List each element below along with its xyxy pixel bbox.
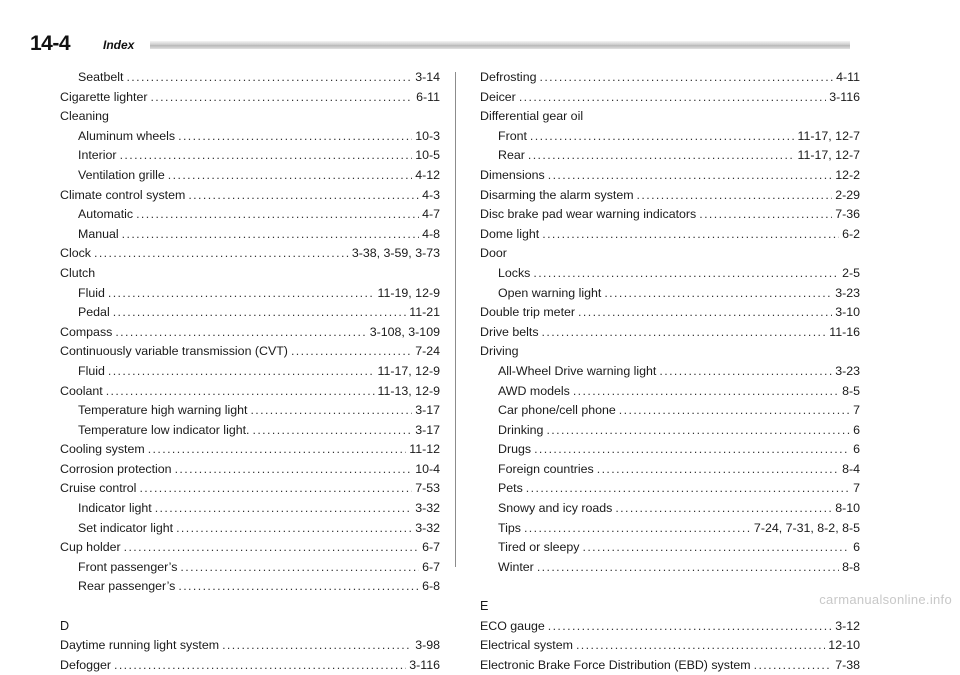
column-divider [455, 72, 456, 567]
index-term: Climate control system [60, 187, 186, 202]
index-entry [60, 577, 440, 597]
page-reference: 3-23 [835, 285, 860, 300]
dot-leader [548, 617, 832, 637]
page-header [0, 0, 960, 60]
index-group-heading [60, 107, 440, 127]
index-term: Foreign countries [498, 461, 594, 476]
dot-leader [539, 68, 833, 88]
page-reference: 3-10 [835, 305, 860, 320]
dot-leader [175, 460, 413, 480]
index-term: Rear [498, 148, 525, 163]
index-entry [480, 519, 860, 539]
index-entry [60, 166, 440, 186]
index-term: Continuously variable transmission (CVT) [60, 344, 288, 359]
page-reference: 4-11 [836, 70, 860, 84]
page-reference: 6-2 [842, 226, 860, 241]
dot-leader [519, 88, 826, 108]
dot-leader [578, 303, 832, 323]
dot-leader [252, 421, 412, 441]
page-reference: 3-14 [415, 70, 440, 84]
dot-leader [754, 656, 833, 675]
index-term: Automatic [78, 207, 134, 222]
index-entry [60, 88, 440, 108]
dot-leader [537, 558, 839, 578]
page-reference: 12-10 [828, 638, 860, 653]
index-entry [480, 323, 860, 343]
index-term: Rear passenger’s [78, 579, 176, 594]
page-reference: 4-3 [422, 187, 440, 202]
page-reference: 6 [853, 442, 860, 457]
index-term: Seatbelt [78, 70, 124, 84]
dot-leader [139, 479, 412, 499]
dot-leader [155, 499, 412, 519]
page-reference: 11-17, 12-7 [797, 148, 860, 163]
section-gap [60, 597, 440, 617]
dot-leader [534, 440, 850, 460]
dot-leader [604, 284, 832, 304]
index-entry [60, 303, 440, 323]
index-entry [480, 636, 860, 656]
index-term: Clutch [60, 265, 96, 280]
dot-leader [122, 225, 419, 245]
page-reference: 7-24, 7-31, 8-2, 8-5 [753, 520, 860, 535]
index-term: Clock [60, 246, 91, 261]
dot-leader [250, 401, 412, 421]
dot-leader [148, 440, 407, 460]
index-letter-heading: E [480, 599, 489, 614]
index-entry [60, 479, 440, 499]
index-term: Locks [498, 265, 531, 280]
page-reference: 3-12 [835, 618, 860, 633]
dot-leader [178, 577, 419, 597]
index-entry [480, 656, 860, 675]
page-reference: 3-17 [415, 422, 440, 437]
page-reference: 8-5 [842, 383, 860, 398]
dot-leader [597, 460, 839, 480]
index-entry [480, 186, 860, 206]
index-entry [480, 362, 860, 382]
page-reference: 3-23 [835, 363, 860, 378]
index-entry [480, 558, 860, 578]
section-title: Index [103, 38, 135, 52]
dot-leader [113, 303, 407, 323]
dot-leader [106, 382, 375, 402]
dot-leader [94, 244, 349, 264]
index-term: Ventilation grille [78, 167, 165, 182]
page-reference: 6-7 [422, 559, 440, 574]
index-term: Defrosting [480, 70, 537, 84]
index-entry [60, 440, 440, 460]
index-term: Temperature high warning light [78, 403, 248, 418]
index-term: Drugs [498, 442, 532, 457]
page-reference: 11-19, 12-9 [377, 285, 440, 300]
dot-leader [583, 538, 851, 558]
index-term: Car phone/cell phone [498, 403, 616, 418]
index-term: Coolant [60, 383, 103, 398]
index-column-left [60, 68, 440, 675]
index-entry [480, 479, 860, 499]
index-term: Fluid [78, 363, 105, 378]
dot-leader [576, 636, 825, 656]
index-entry [60, 421, 440, 441]
page-reference: 6-7 [422, 540, 440, 555]
index-term: Differential gear oil [480, 109, 584, 124]
page-reference: 3-108, 3-109 [369, 324, 440, 339]
index-term: Fluid [78, 285, 105, 300]
dot-leader [108, 362, 375, 382]
page-reference: 7-38 [835, 657, 860, 672]
index-term: All-Wheel Drive warning light [498, 363, 657, 378]
dot-leader [528, 146, 795, 166]
dot-leader [178, 127, 412, 147]
index-entry [480, 421, 860, 441]
dot-leader [126, 68, 412, 88]
page-reference: 7-24 [415, 344, 440, 359]
index-entry [480, 127, 860, 147]
index-entry [60, 401, 440, 421]
index-entry [60, 636, 440, 656]
index-entry [480, 460, 860, 480]
index-entry [60, 460, 440, 480]
dot-leader [524, 519, 751, 539]
index-entry [480, 284, 860, 304]
index-entry [480, 205, 860, 225]
page-reference: 11-16 [829, 324, 860, 339]
index-term: Cigarette lighter [60, 89, 148, 104]
dot-leader [619, 401, 850, 421]
dot-leader [180, 558, 419, 578]
index-term: Winter [498, 559, 534, 574]
index-column-right [480, 68, 860, 675]
index-entry [480, 166, 860, 186]
page-reference: 3-17 [415, 403, 440, 418]
index-entry [60, 244, 440, 264]
dot-leader [115, 323, 366, 343]
index-entry [480, 88, 860, 108]
index-term: Set indicator light [78, 520, 174, 535]
page-reference: 6-11 [416, 89, 440, 104]
index-entry [480, 225, 860, 245]
page-reference: 11-13, 12-9 [377, 383, 440, 398]
page-reference: 8-10 [835, 501, 860, 516]
dot-leader [548, 166, 832, 186]
page-reference: 10-3 [415, 128, 440, 143]
index-entry [60, 499, 440, 519]
index-entry [60, 382, 440, 402]
page-reference: 6 [853, 422, 860, 437]
index-term: Dimensions [480, 167, 545, 182]
dot-leader [108, 284, 375, 304]
page-reference: 6-8 [422, 579, 440, 594]
index-letter-heading: D [60, 618, 70, 633]
dot-leader [188, 186, 419, 206]
dot-leader [526, 479, 850, 499]
dot-leader [659, 362, 832, 382]
index-term: Corrosion protection [60, 461, 172, 476]
index-term: Interior [78, 148, 117, 163]
index-entry [60, 284, 440, 304]
page-reference: 11-21 [409, 305, 440, 320]
index-term: Pedal [78, 305, 110, 320]
header-rule-bar [150, 41, 850, 49]
page-reference: 7-53 [415, 481, 440, 496]
page-reference: 11-17, 12-7 [797, 128, 860, 143]
page-reference: 11-12 [409, 442, 440, 457]
page-reference: 2-5 [842, 265, 860, 280]
dot-leader [573, 382, 839, 402]
index-entry [60, 68, 440, 88]
dot-leader [615, 499, 832, 519]
index-entry [480, 68, 860, 88]
index-term: Electronic Brake Force Distribution (EBD) system [480, 657, 751, 672]
index-term: Disc brake pad wear warning indicators [480, 207, 697, 222]
page-reference: 3-116 [829, 89, 860, 104]
index-group-heading [480, 244, 860, 264]
dot-leader [168, 166, 412, 186]
page-reference: 8-4 [842, 461, 860, 476]
index-term: Deicer [480, 89, 516, 104]
index-term: Dome light [480, 226, 540, 241]
page-reference: 3-116 [409, 657, 440, 672]
index-entry [60, 146, 440, 166]
index-entry [480, 440, 860, 460]
index-entry [60, 323, 440, 343]
page-reference: 12-2 [835, 167, 860, 182]
index-term: Tired or sleepy [498, 540, 580, 555]
index-entry [60, 362, 440, 382]
index-term: AWD models [498, 383, 570, 398]
index-entry [480, 617, 860, 637]
dot-leader [291, 342, 412, 362]
page-reference: 7-36 [835, 207, 860, 222]
index-entry [480, 499, 860, 519]
page-reference: 4-7 [422, 207, 440, 222]
index-term: Cruise control [60, 481, 137, 496]
page-reference: 4-12 [415, 167, 440, 182]
index-term: Indicator light [78, 501, 152, 516]
index-entry [60, 538, 440, 558]
index-entry [60, 519, 440, 539]
index-term: Tips [498, 520, 521, 535]
page-reference: 7 [853, 481, 860, 496]
dot-leader [150, 88, 413, 108]
index-term: Temperature low indicator light. [78, 422, 250, 437]
page-reference: 3-38, 3-59, 3-73 [351, 246, 440, 261]
dot-leader [637, 186, 833, 206]
index-term: Daytime running light system [60, 638, 220, 653]
page-reference: 3-32 [415, 501, 440, 516]
index-term: Disarming the alarm system [480, 187, 634, 202]
index-group-heading [60, 264, 440, 284]
index-term: Electrical system [480, 638, 573, 653]
index-entry [480, 538, 860, 558]
index-term: Open warning light [498, 285, 602, 300]
page-reference: 11-17, 12-9 [377, 363, 440, 378]
page-reference: 10-5 [415, 148, 440, 163]
page-reference: 2-29 [835, 187, 860, 202]
dot-leader [533, 264, 839, 284]
index-term: Compass [60, 324, 113, 339]
index-term: ECO gauge [480, 618, 545, 633]
dot-leader [222, 636, 412, 656]
index-entry [60, 342, 440, 362]
index-term: Cleaning [60, 109, 109, 124]
dot-leader [114, 656, 406, 675]
watermark: carmanualsonline.info [819, 592, 952, 607]
index-entry [60, 225, 440, 245]
index-entry [60, 558, 440, 578]
index-term: Cup holder [60, 540, 121, 555]
dot-leader [530, 127, 795, 147]
dot-leader [136, 205, 419, 225]
index-term: Cooling system [60, 442, 145, 457]
page-number: 14-4 [30, 32, 71, 55]
index-entry [480, 264, 860, 284]
page-reference: 4-8 [422, 226, 440, 241]
index-term: Front passenger’s [78, 559, 178, 574]
index-entry [60, 127, 440, 147]
dot-leader [176, 519, 412, 539]
page-reference: 7 [853, 403, 860, 418]
index-term: Aluminum wheels [78, 128, 176, 143]
dot-leader [120, 146, 413, 166]
page-reference: 3-98 [415, 638, 440, 653]
index-term: Double trip meter [480, 305, 576, 320]
dot-leader [124, 538, 419, 558]
index-term: Front [498, 128, 527, 143]
index-term: Drive belts [480, 324, 539, 339]
index-entry [480, 146, 860, 166]
dot-leader [546, 421, 850, 441]
section-gap [480, 577, 860, 597]
page-reference: 3-32 [415, 520, 440, 535]
index-term: Defogger [60, 657, 111, 672]
index-entry [60, 186, 440, 206]
index-entry [480, 303, 860, 323]
dot-leader [699, 205, 832, 225]
index-entry [60, 656, 440, 675]
index-group-heading [480, 107, 860, 127]
index-entry [480, 382, 860, 402]
index-term: Door [480, 246, 507, 261]
index-entry [480, 401, 860, 421]
index-entry [60, 205, 440, 225]
index-term: Manual [78, 226, 119, 241]
page-reference: 8-8 [842, 559, 860, 574]
index-term: Drinking [498, 422, 544, 437]
dot-leader [542, 323, 827, 343]
page-reference: 6 [853, 540, 860, 555]
page-reference: 10-4 [415, 461, 440, 476]
index-group-heading [480, 342, 860, 362]
index-term: Snowy and icy roads [498, 501, 613, 516]
index-term: Pets [498, 481, 523, 496]
dot-leader [542, 225, 839, 245]
index-term: Driving [480, 344, 519, 359]
